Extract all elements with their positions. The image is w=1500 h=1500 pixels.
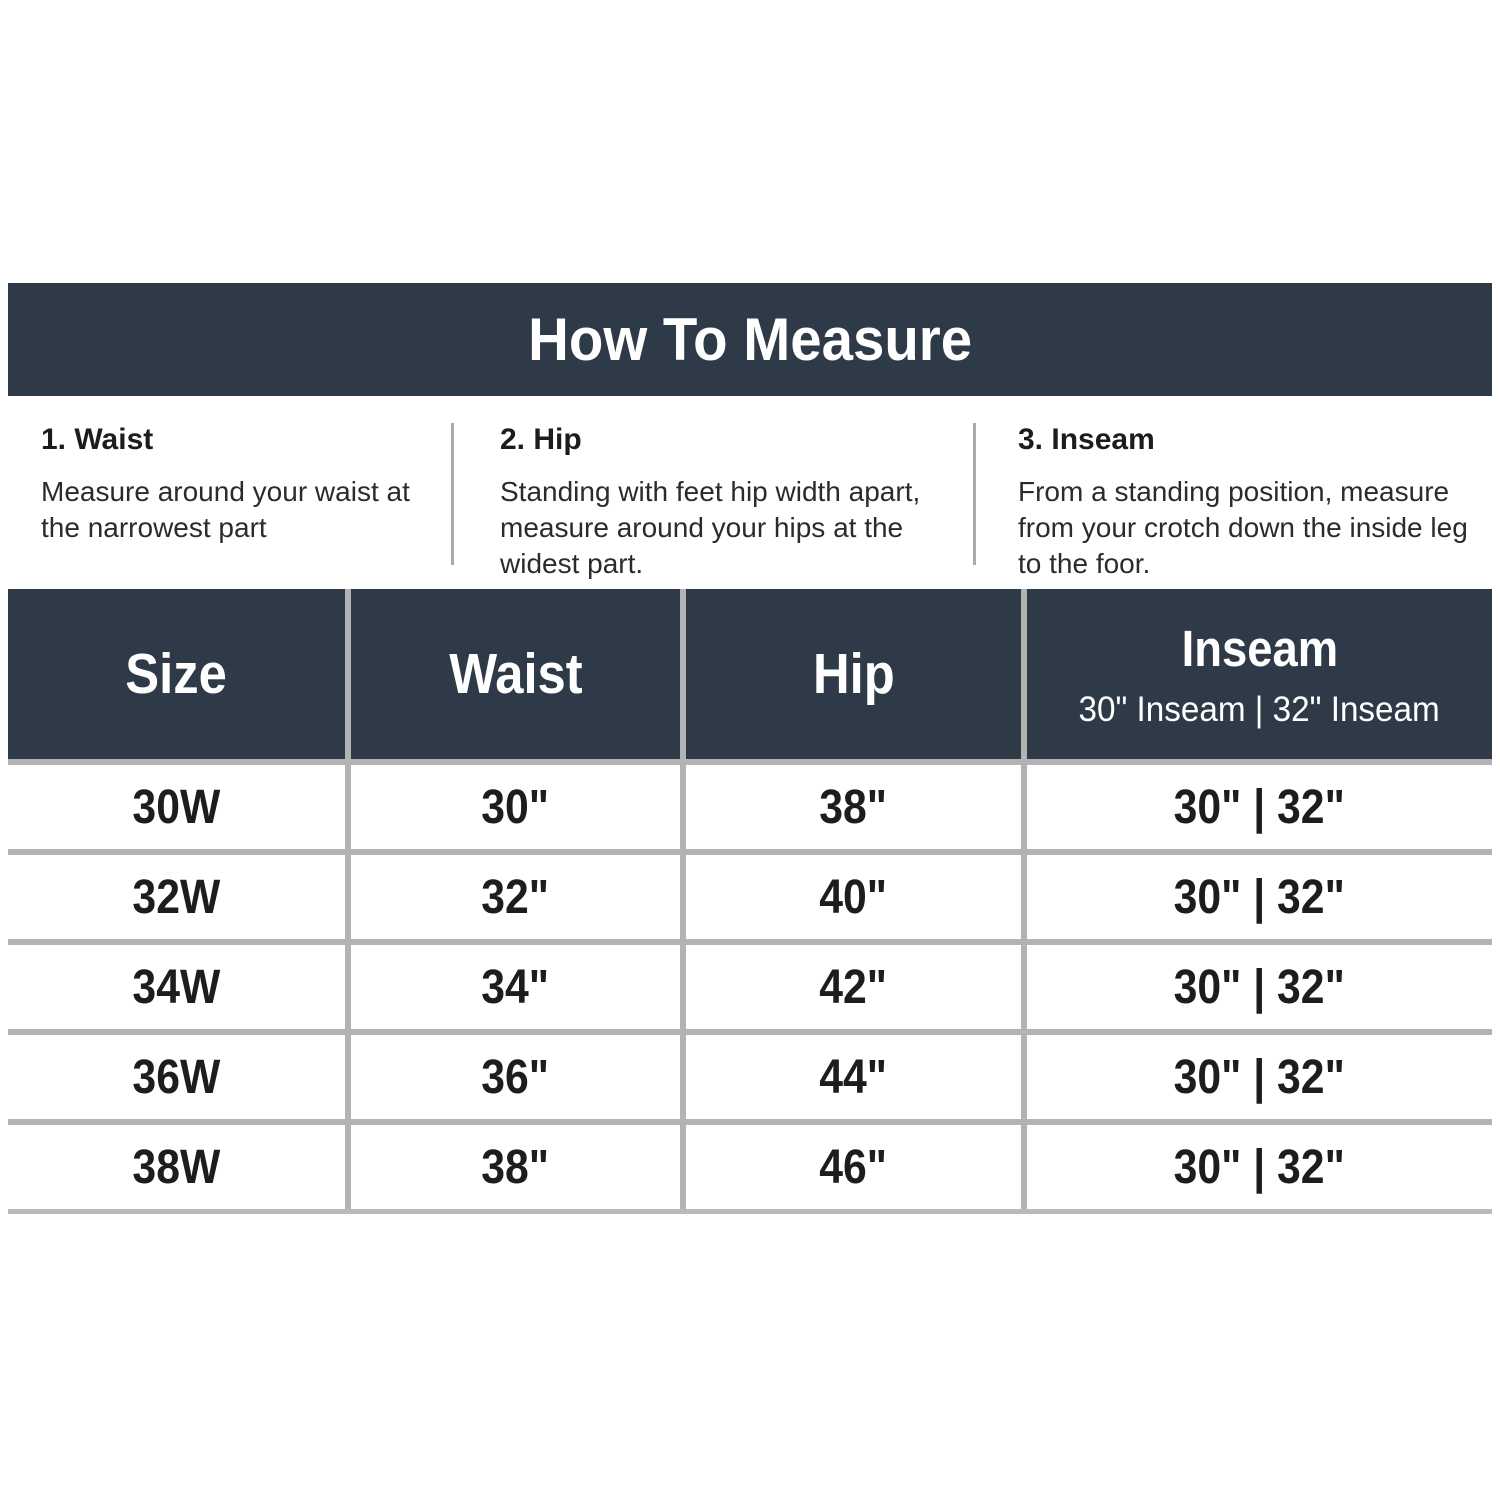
cell-value: 30" (481, 780, 550, 834)
instruction-inseam-heading: 3. Inseam (1018, 423, 1155, 456)
cell-value: 44" (819, 1050, 888, 1104)
table-cell-size (8, 1035, 345, 1119)
table-cell-inseam (1027, 855, 1492, 939)
instruction-hip-heading: 2. Hip (500, 423, 582, 456)
instruction-hip (454, 423, 973, 589)
instruction-inseam (976, 423, 1468, 589)
instruction-hip-body: Standing with feet hip width apart, measure around your hips at the widest part. (500, 476, 921, 579)
cell-value: 32W (132, 870, 221, 924)
cell-value: 34W (132, 960, 221, 1014)
table-cell-hip (686, 945, 1021, 1029)
cell-value: 46" (819, 1140, 888, 1194)
table-cell-hip (686, 1125, 1021, 1209)
cell-value: 38" (481, 1140, 550, 1194)
cell-value: 40" (819, 870, 888, 924)
column-header-inseam (1027, 589, 1492, 759)
page-title: How To Measure (528, 306, 972, 373)
table-cell-inseam (1027, 1035, 1492, 1119)
cell-value: 30" | 32" (1173, 960, 1346, 1014)
instruction-inseam-body: From a standing position, measure from your crotch down the inside leg to the foor. (1018, 476, 1468, 579)
cell-value: 38" (819, 780, 888, 834)
table-cell-hip (686, 855, 1021, 939)
table-cell-size (8, 765, 345, 849)
cell-value: 36W (132, 1050, 221, 1104)
column-header-inseam-sublabel: 30" Inseam | 32" Inseam (1078, 689, 1441, 729)
cell-value: 30" | 32" (1173, 1140, 1346, 1194)
cell-value: 36" (481, 1050, 550, 1104)
cell-value: 34" (481, 960, 550, 1014)
table-cell-size (8, 945, 345, 1029)
table-cell-hip (686, 765, 1021, 849)
column-header-hip-label: Hip (812, 642, 895, 706)
column-header-waist (351, 589, 680, 759)
size-chart-table (8, 589, 1492, 1214)
column-header-inseam-label: Inseam (1181, 619, 1338, 677)
column-header-waist-label: Waist (448, 642, 583, 706)
table-cell-waist (351, 1035, 680, 1119)
title-bar (8, 283, 1492, 396)
cell-value: 30" | 32" (1173, 780, 1346, 834)
cell-value: 30W (132, 780, 221, 834)
measure-instructions (8, 396, 1492, 589)
instruction-waist (8, 423, 451, 589)
cell-value: 30" | 32" (1173, 1050, 1346, 1104)
table-cell-waist (351, 765, 680, 849)
column-header-size-label: Size (125, 642, 228, 706)
table-cell-hip (686, 1035, 1021, 1119)
table-cell-inseam (1027, 1125, 1492, 1209)
table-cell-inseam (1027, 765, 1492, 849)
table-cell-waist (351, 855, 680, 939)
cell-value: 32" (481, 870, 550, 924)
instruction-waist-body: Measure around your waist at the narrowest part (41, 476, 410, 543)
instruction-waist-heading: 1. Waist (41, 423, 154, 456)
column-header-size (8, 589, 345, 759)
table-cell-waist (351, 1125, 680, 1209)
table-cell-waist (351, 945, 680, 1029)
table-cell-inseam (1027, 945, 1492, 1029)
size-chart-infographic (8, 283, 1492, 1214)
cell-value: 42" (819, 960, 888, 1014)
column-header-hip (686, 589, 1021, 759)
cell-value: 38W (132, 1140, 221, 1194)
table-cell-size (8, 1125, 345, 1209)
table-cell-size (8, 855, 345, 939)
cell-value: 30" | 32" (1173, 870, 1346, 924)
